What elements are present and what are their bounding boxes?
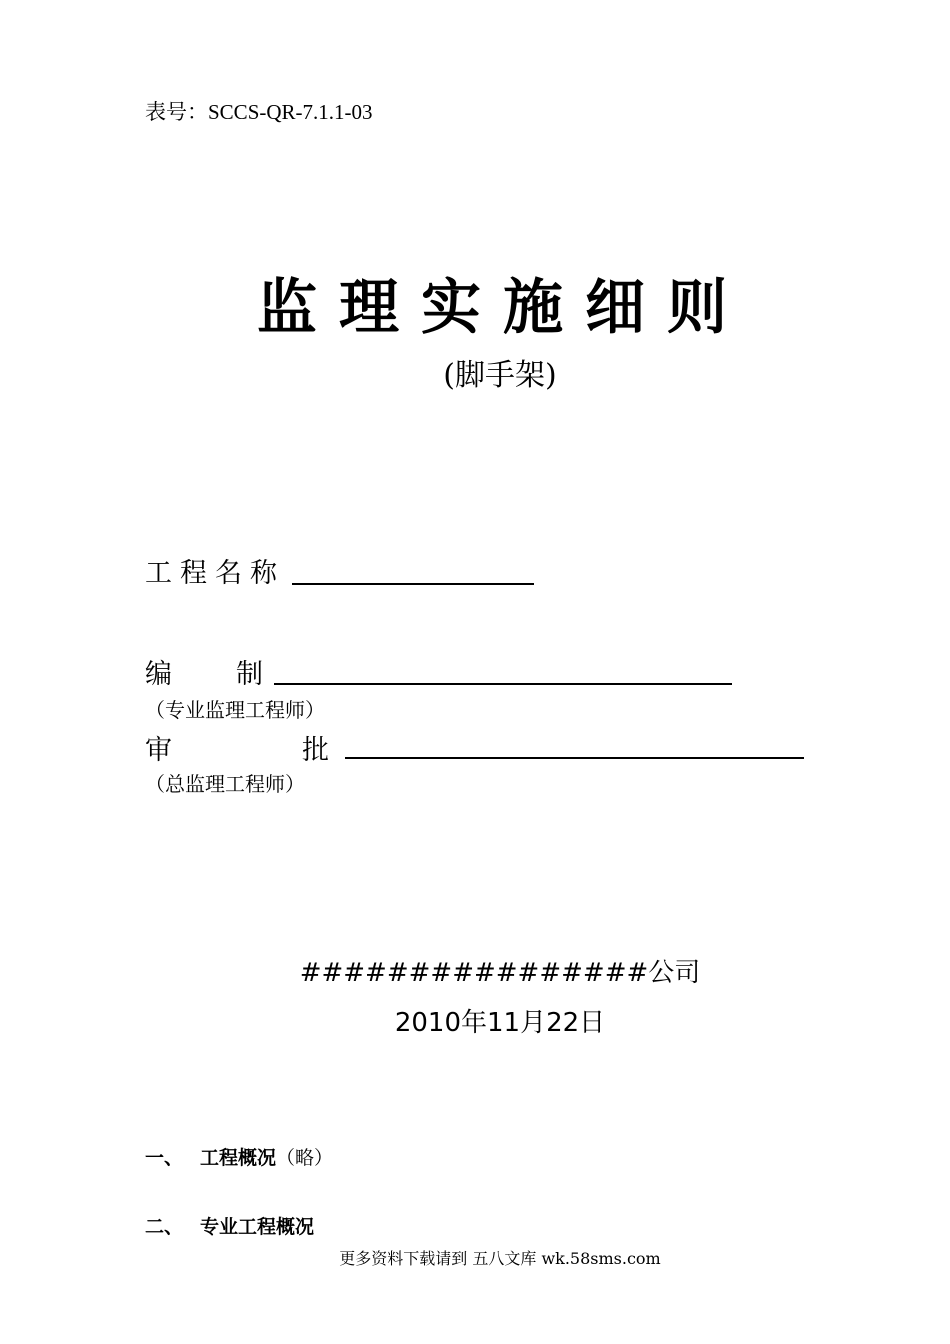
section-heading — [200, 1212, 314, 1239]
form-number: 表号：SCCS-QR-7.1.1-03 — [145, 100, 373, 124]
approve-role: （总监理工程师） — [145, 772, 305, 796]
compile-role: （专业监理工程师） — [145, 698, 325, 722]
issuing-company: ################公司 — [299, 958, 701, 988]
footer-note: 更多资料下载请到 五八文库 wk.58sms.com — [339, 1249, 661, 1268]
approve-label-first: 审 — [145, 735, 172, 766]
issue-date: 2010年11月22日 — [394, 1008, 606, 1038]
approve-signature-line — [345, 757, 804, 759]
section-title: 专业工程概况 — [200, 1216, 315, 1238]
approve-label-second: 批 — [302, 735, 329, 766]
section-note: （略） — [276, 1147, 334, 1169]
section-title: 工程概况 — [200, 1147, 277, 1169]
document-subtitle: (脚手架) — [443, 358, 557, 393]
project-name-label: 工程名称 — [145, 558, 285, 589]
section-heading — [200, 1143, 333, 1170]
compile-label-first: 编 — [145, 659, 172, 690]
compile-label-second: 制 — [236, 659, 263, 690]
document-title: 监理实施细则 — [257, 273, 749, 343]
section-number: 一、 — [145, 1147, 184, 1169]
compile-signature-line — [274, 683, 732, 685]
project-name-line — [292, 583, 534, 585]
section-number: 二、 — [145, 1216, 184, 1238]
